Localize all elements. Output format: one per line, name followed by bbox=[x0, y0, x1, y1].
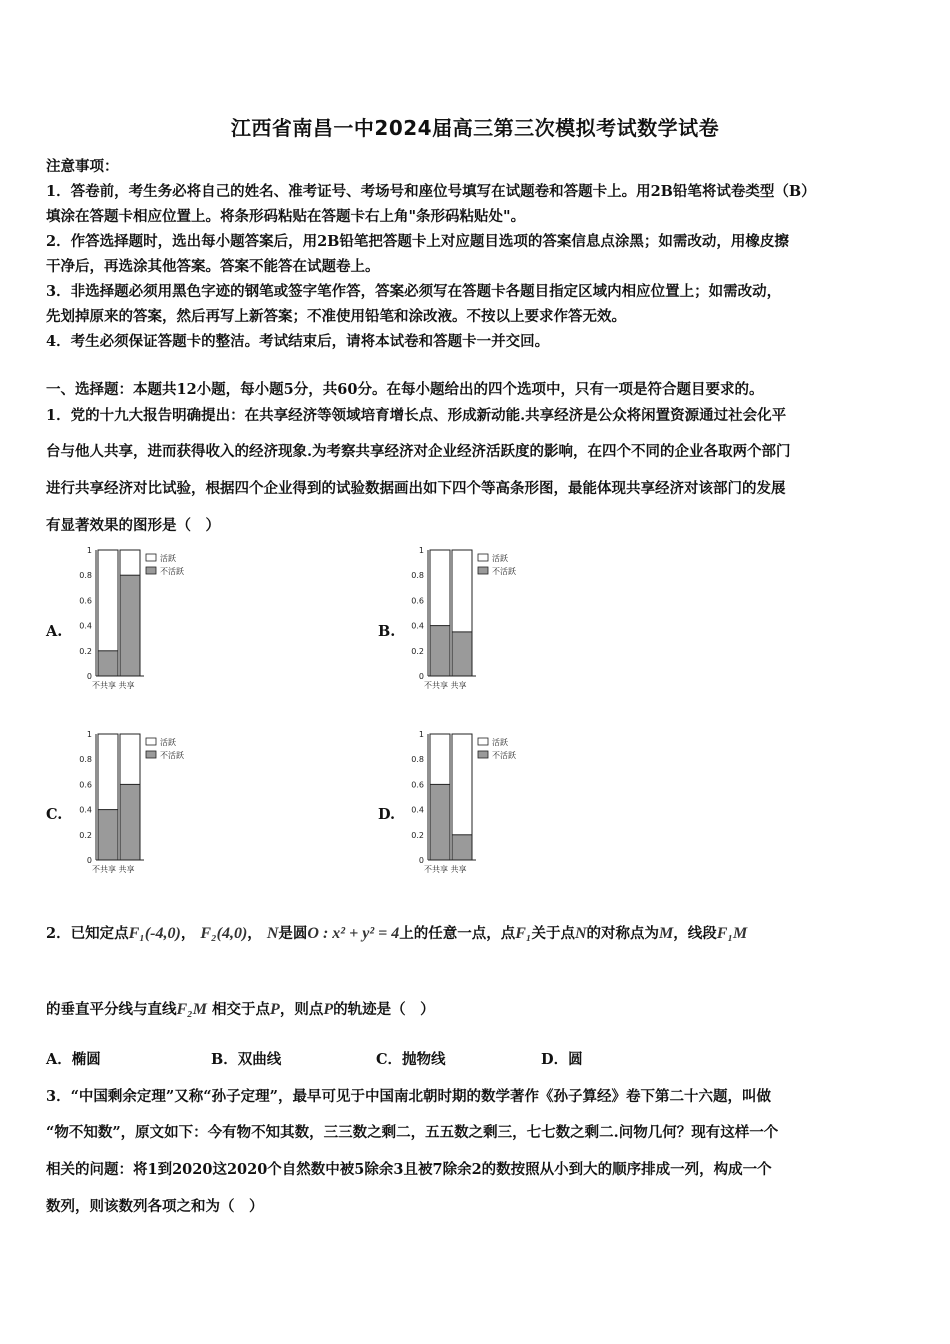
q1-text: 进行共享经济对比试验，根据四个企业得到的试验数据画出如下四个等高条形图，最能体现共享经济对该部门的发展 bbox=[46, 480, 786, 497]
legend-swatch bbox=[478, 567, 488, 574]
legend-label: 不活跃 bbox=[160, 751, 184, 760]
notice-line: 1．答卷前，考生务必将自己的姓名、准考证号、考场号和座位号填写在试题卷和答题卡上。用2B铅笔将试卷类型（B） bbox=[46, 183, 816, 200]
q2-point-p: P bbox=[270, 1001, 280, 1018]
q2-point-f2: F₂(4,0) bbox=[200, 925, 248, 942]
y-tick-label: 0.8 bbox=[79, 571, 92, 581]
legend-label: 不活跃 bbox=[160, 567, 184, 576]
notice-line: 先划掉原来的答案，然后再写上新答案；不准使用铅笔和涂改液。不按以上要求作答无效。 bbox=[46, 308, 626, 325]
choice-b: B．双曲线 bbox=[211, 1051, 282, 1068]
y-tick-label: 0.4 bbox=[411, 621, 424, 631]
bar-inactive bbox=[98, 651, 118, 676]
y-tick-label: 0.2 bbox=[79, 646, 92, 656]
notice-line: 4．考生必须保证答题卡的整洁。考试结束后，请将本试卷和答题卡一并交回。 bbox=[46, 333, 550, 350]
legend-label: 不活跃 bbox=[492, 751, 516, 760]
q2-point-m: M bbox=[659, 925, 674, 942]
notice-line: 干净后，再选涂其他答案。答案不能答在试题卷上。 bbox=[46, 258, 380, 275]
x-axis-label: 不共享 共享 bbox=[424, 681, 467, 690]
notice-line: 填涂在答题卡相应位置上。将条形码粘贴在答题卡右上角"条形码粘贴处"。 bbox=[46, 208, 526, 225]
q3-text: 相关的问题：将1到2020这2020个自然数中被5除余3且被7除余2的数按照从小到大的顺序排成一列，构成一个 bbox=[46, 1161, 772, 1178]
y-tick-label: 0 bbox=[418, 672, 424, 681]
notice-line: 3．非选择题必须用黑色字迹的钢笔或签字笔作答，答案必须写在答题卡各题目指定区域内相应位置上；如需改动， bbox=[46, 283, 782, 300]
y-tick-label: 0 bbox=[86, 672, 92, 681]
chart-d bbox=[404, 724, 544, 883]
q1-text: 有显著效果的图形是（ ） bbox=[46, 517, 220, 534]
q2-point-p: P bbox=[323, 1001, 334, 1018]
notice-heading: 注意事项： bbox=[46, 158, 119, 175]
q2-segment-f1m: F₁M bbox=[716, 925, 748, 942]
y-tick-label: 0.8 bbox=[411, 571, 424, 581]
y-tick-label: 0.2 bbox=[79, 830, 92, 840]
q2-line1 bbox=[46, 922, 747, 943]
y-tick-label: 0.6 bbox=[411, 780, 424, 790]
q2-line2 bbox=[46, 998, 435, 1019]
q1-text: 台与他人共享，进而获得收入的经济现象.为考察共享经济对企业经济活跃度的影响，在四个不同的企业各取两个部门 bbox=[46, 443, 791, 460]
q2-text: 2．已知定点 bbox=[46, 925, 129, 942]
bar-inactive bbox=[452, 632, 472, 676]
q2-point-n: N bbox=[574, 925, 587, 942]
q2-point-f1: F₁ bbox=[515, 925, 532, 942]
y-tick-label: 0 bbox=[86, 856, 92, 865]
y-tick-label: 0.2 bbox=[411, 830, 424, 840]
legend-swatch bbox=[478, 738, 488, 745]
q2-text: 的垂直平分线与直线 bbox=[46, 1001, 177, 1018]
option-d-label: D. bbox=[378, 806, 396, 823]
choice-c: C．抛物线 bbox=[376, 1051, 446, 1068]
q2-text: 是圆 bbox=[278, 925, 308, 942]
y-tick-label: 0.6 bbox=[79, 596, 92, 606]
choice-a: A．椭圆 bbox=[46, 1051, 101, 1068]
legend-label: 活跃 bbox=[492, 554, 508, 563]
bar-inactive bbox=[430, 626, 450, 676]
q2-text: 关于点 bbox=[531, 925, 575, 942]
legend-swatch bbox=[146, 567, 156, 574]
exam-title: 江西省南昌一中2024届高三第三次模拟考试数学试卷 bbox=[230, 116, 720, 140]
x-axis-label: 不共享 共享 bbox=[92, 681, 135, 690]
q2-text: ， bbox=[247, 925, 262, 942]
q2-point-f1: F₁(-4,0) bbox=[128, 925, 181, 942]
y-tick-label: 0.8 bbox=[79, 755, 92, 765]
q2-circle-eq: O : x² + y² = 4 bbox=[307, 925, 400, 942]
chart-c bbox=[72, 724, 212, 883]
q2-text: 的轨迹是（ ） bbox=[333, 1001, 435, 1018]
bar-inactive bbox=[98, 810, 118, 860]
y-tick-label: 1 bbox=[86, 546, 92, 555]
y-tick-label: 1 bbox=[418, 730, 424, 739]
y-tick-label: 0.4 bbox=[411, 805, 424, 815]
bar-inactive bbox=[452, 835, 472, 860]
q2-text: ， bbox=[180, 925, 196, 942]
choice-d: D．圆 bbox=[541, 1051, 583, 1068]
legend-swatch bbox=[478, 554, 488, 561]
x-axis-label: 不共享 共享 bbox=[92, 865, 135, 874]
y-tick-label: 0 bbox=[418, 856, 424, 865]
q2-text: 的对称点为 bbox=[586, 925, 660, 942]
legend-swatch bbox=[478, 751, 488, 758]
legend-swatch bbox=[146, 751, 156, 758]
y-tick-label: 0.4 bbox=[79, 621, 92, 631]
legend-label: 活跃 bbox=[160, 738, 176, 747]
y-tick-label: 0.8 bbox=[411, 755, 424, 765]
q3-text: “物不知数”，原文如下：今有物不知其数，三三数之剩二，五五数之剩三，七七数之剩二.问物几何？现有这样一个 bbox=[46, 1124, 779, 1141]
legend-label: 不活跃 bbox=[492, 567, 516, 576]
y-tick-label: 0.4 bbox=[79, 805, 92, 815]
bar-inactive bbox=[120, 784, 140, 860]
bar-inactive bbox=[430, 784, 450, 860]
q2-point-n: N bbox=[266, 925, 279, 942]
option-c-label: C. bbox=[46, 806, 63, 823]
section-heading: 一、选择题：本题共12小题，每小题5分，共60分。在每小题给出的四个选项中，只有一项是符合题目要求的。 bbox=[46, 381, 764, 398]
q1-text: 1．党的十九大报告明确提出：在共享经济等领域培育增长点、形成新动能.共享经济是公众将闲置资源通过社会化平 bbox=[46, 407, 787, 424]
chart-a bbox=[72, 540, 212, 699]
legend-label: 活跃 bbox=[492, 738, 508, 747]
notice-line: 2．作答选择题时，选出每小题答案后，用2B铅笔把答题卡上对应题目选项的答案信息点涂黑；如需改动，用橡皮擦 bbox=[46, 233, 789, 250]
q2-text: ，线段 bbox=[673, 925, 717, 942]
y-tick-label: 0.2 bbox=[411, 646, 424, 656]
q2-text: 相交于点 bbox=[212, 1001, 271, 1018]
legend-label: 活跃 bbox=[160, 554, 176, 563]
y-tick-label: 0.6 bbox=[411, 596, 424, 606]
q3-text: 3．“中国剩余定理”又称“孙子定理”，最早可见于中国南北朝时期的数学著作《孙子算经》卷下第二十六题，叫做 bbox=[46, 1088, 771, 1105]
legend-swatch bbox=[146, 554, 156, 561]
chart-b bbox=[404, 540, 544, 699]
y-tick-label: 0.6 bbox=[79, 780, 92, 790]
q2-line-f2m: F₂M bbox=[176, 1001, 207, 1018]
option-b-label: B. bbox=[378, 623, 396, 640]
legend-swatch bbox=[146, 738, 156, 745]
option-a-label: A. bbox=[46, 623, 63, 640]
q3-text: 数列，则该数列各项之和为（ ） bbox=[46, 1198, 264, 1215]
y-tick-label: 1 bbox=[86, 730, 92, 739]
x-axis-label: 不共享 共享 bbox=[424, 865, 467, 874]
bar-inactive bbox=[120, 575, 140, 676]
y-tick-label: 1 bbox=[418, 546, 424, 555]
q2-text: 上的任意一点，点 bbox=[399, 925, 516, 942]
q2-text: ，则点 bbox=[279, 1001, 324, 1018]
